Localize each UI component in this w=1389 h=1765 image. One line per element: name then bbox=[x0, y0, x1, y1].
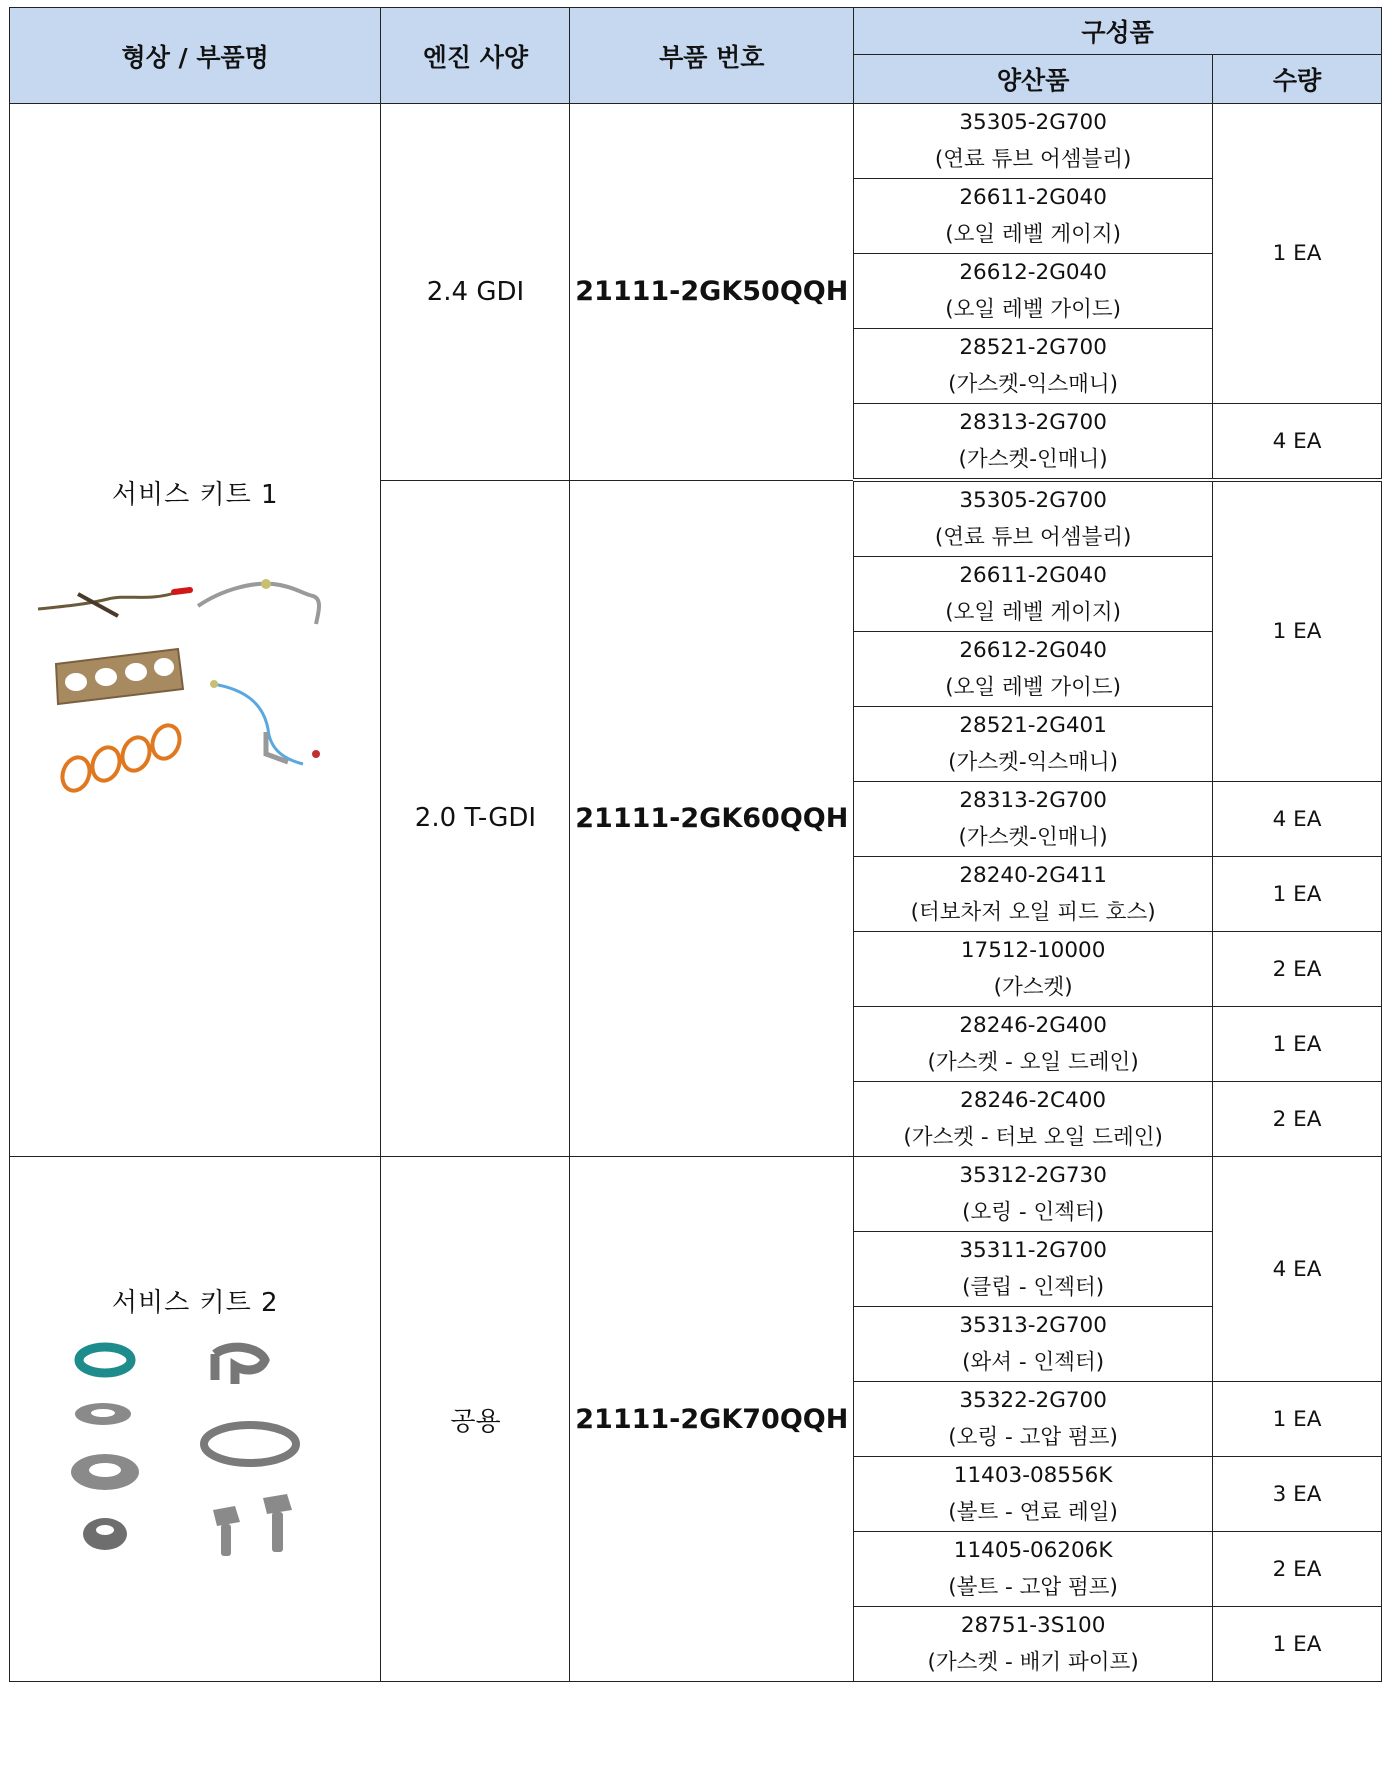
component-item: 28246-2C400 (가스켓 - 터보 오일 드레인) bbox=[854, 1082, 1213, 1157]
part-number: 21111-2GK50QQH bbox=[570, 104, 854, 481]
quantity: 1 EA bbox=[1213, 480, 1382, 782]
quantity: 4 EA bbox=[1213, 782, 1382, 857]
component-item: 28240-2G411 (터보차저 오일 피드 호스) bbox=[854, 857, 1213, 932]
quantity: 1 EA bbox=[1213, 857, 1382, 932]
component-item: 35311-2G700 (클립 - 인젝터) bbox=[854, 1232, 1213, 1307]
service-kit-table bbox=[9, 7, 1382, 1682]
component-item: 35322-2G700 (오링 - 고압 펌프) bbox=[854, 1382, 1213, 1457]
seal-and-bolt-parts-image bbox=[65, 1342, 345, 1612]
quantity: 2 EA bbox=[1213, 1532, 1382, 1607]
quantity: 2 EA bbox=[1213, 932, 1382, 1007]
component-item: 28313-2G700 (가스켓-인매니) bbox=[854, 404, 1213, 481]
engine-parts-image bbox=[38, 554, 368, 814]
component-item: 28521-2G700 (가스켓-익스매니) bbox=[854, 329, 1213, 404]
component-item: 28521-2G401 (가스켓-익스매니) bbox=[854, 707, 1213, 782]
engine-spec: 2.4 GDI bbox=[381, 104, 570, 481]
header-components: 구성품 bbox=[854, 8, 1382, 55]
component-item: 11405-06206K (볼트 - 고압 펌프) bbox=[854, 1532, 1213, 1607]
component-item: 35305-2G700 (연료 튜브 어셈블리) bbox=[854, 480, 1213, 557]
component-item: 26611-2G040 (오일 레벨 게이지) bbox=[854, 557, 1213, 632]
header-quantity: 수량 bbox=[1213, 55, 1382, 104]
quantity: 1 EA bbox=[1213, 104, 1382, 404]
engine-spec: 공용 bbox=[381, 1157, 570, 1682]
component-item: 35305-2G700 (연료 튜브 어셈블리) bbox=[854, 104, 1213, 179]
header-shape: 형상 / 부품명 bbox=[10, 8, 381, 104]
component-item: 35312-2G730 (오링 - 인젝터) bbox=[854, 1157, 1213, 1232]
component-item: 35313-2G700 (와셔 - 인젝터) bbox=[854, 1307, 1213, 1382]
header-partno: 부품 번호 bbox=[570, 8, 854, 104]
kit1-name: 서비스 키트 1 bbox=[111, 480, 279, 510]
quantity: 2 EA bbox=[1213, 1082, 1382, 1157]
component-item: 26612-2G040 (오일 레벨 가이드) bbox=[854, 254, 1213, 329]
kit2-name: 서비스 키트 2 bbox=[111, 1288, 279, 1318]
part-number: 21111-2GK70QQH bbox=[570, 1157, 854, 1682]
kit2-shape-cell bbox=[10, 1157, 381, 1682]
component-item: 28751-3S100 (가스켓 - 배기 파이프) bbox=[854, 1607, 1213, 1682]
quantity: 1 EA bbox=[1213, 1007, 1382, 1082]
kit1-shape-cell bbox=[10, 104, 381, 1157]
header-mass-production: 양산품 bbox=[854, 55, 1213, 104]
header-engine: 엔진 사양 bbox=[381, 8, 570, 104]
component-item: 26612-2G040 (오일 레벨 가이드) bbox=[854, 632, 1213, 707]
component-item: 28313-2G700 (가스켓-인매니) bbox=[854, 782, 1213, 857]
quantity: 4 EA bbox=[1213, 404, 1382, 481]
quantity: 4 EA bbox=[1213, 1157, 1382, 1382]
component-item: 26611-2G040 (오일 레벨 게이지) bbox=[854, 179, 1213, 254]
quantity: 1 EA bbox=[1213, 1607, 1382, 1682]
component-item: 17512-10000 (가스켓) bbox=[854, 932, 1213, 1007]
quantity: 1 EA bbox=[1213, 1382, 1382, 1457]
engine-spec: 2.0 T-GDI bbox=[381, 480, 570, 1157]
component-item: 28246-2G400 (가스켓 - 오일 드레인) bbox=[854, 1007, 1213, 1082]
part-number: 21111-2GK60QQH bbox=[570, 480, 854, 1157]
component-item: 11403-08556K (볼트 - 연료 레일) bbox=[854, 1457, 1213, 1532]
quantity: 3 EA bbox=[1213, 1457, 1382, 1532]
